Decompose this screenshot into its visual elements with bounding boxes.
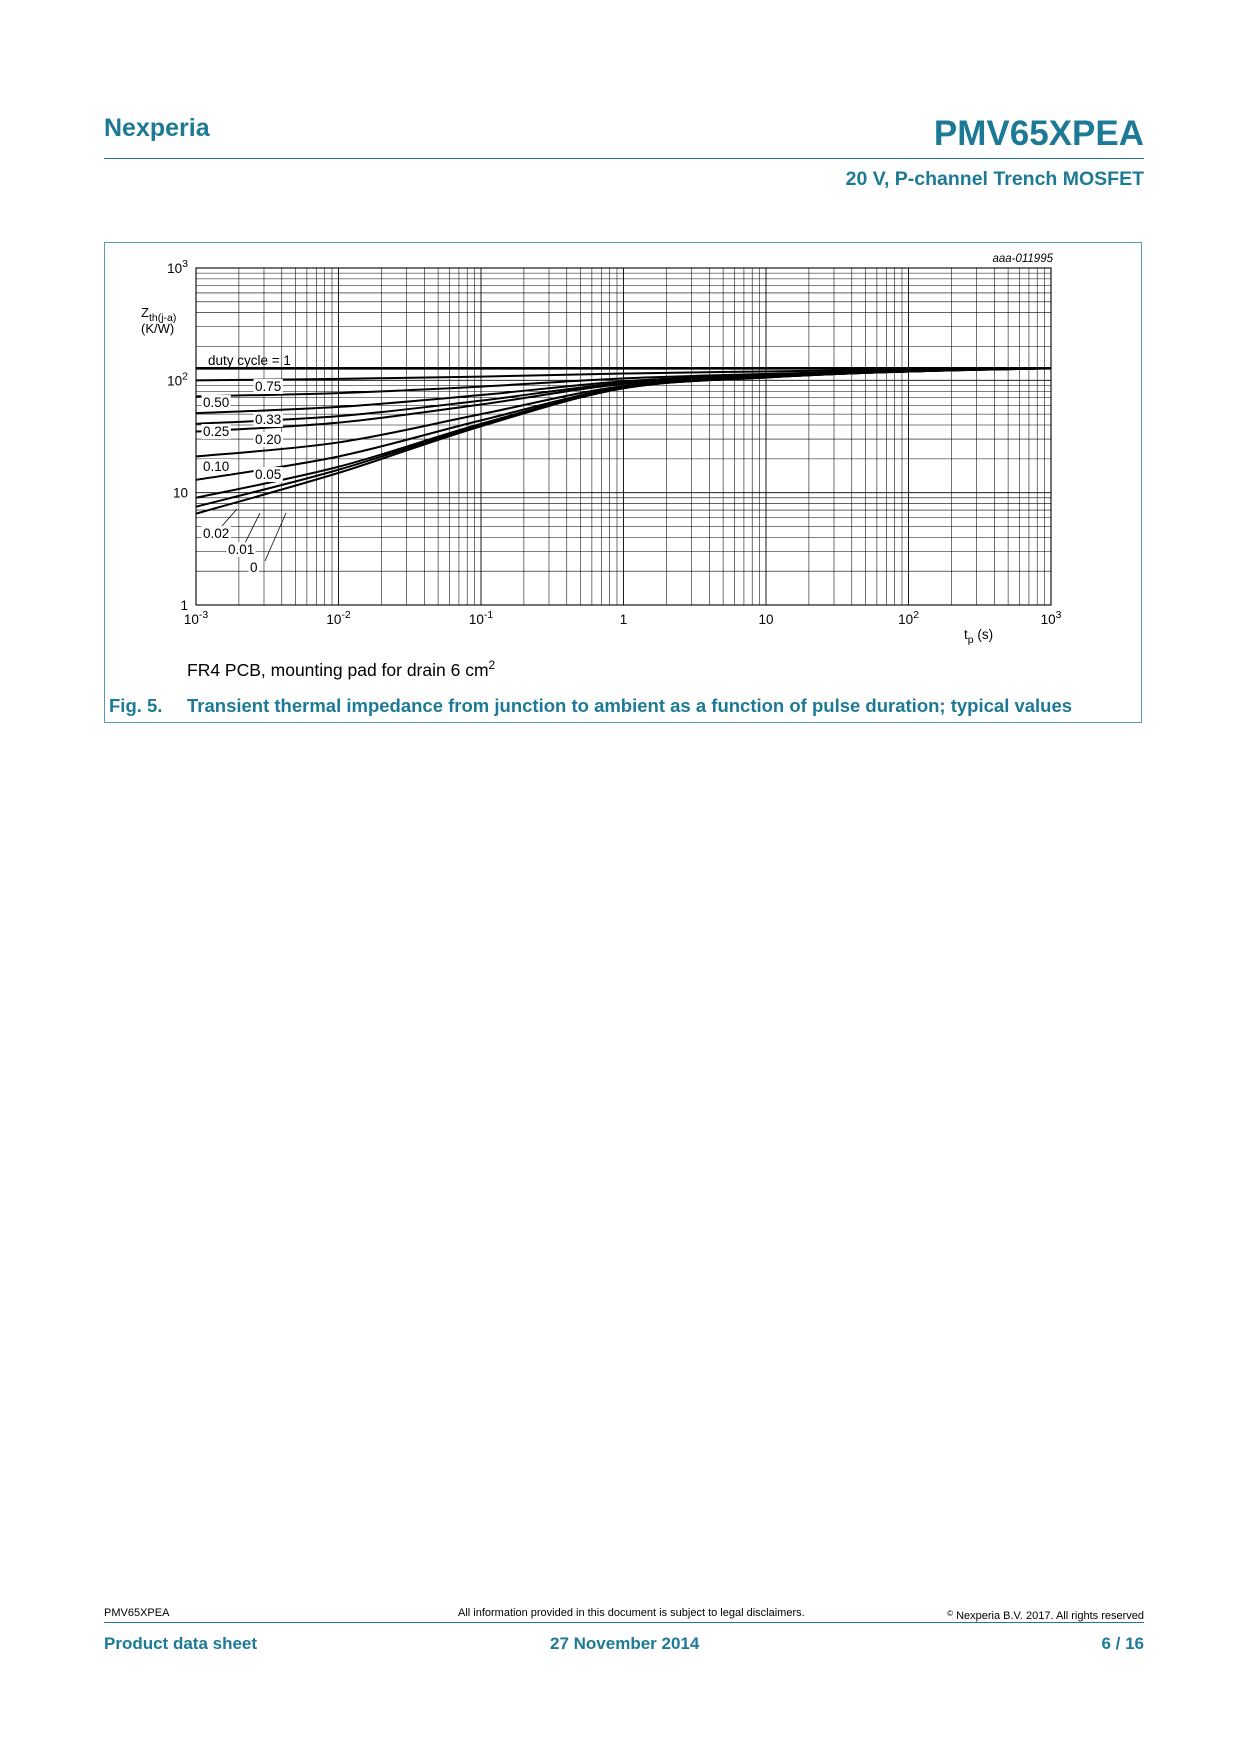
leader-line [265, 513, 286, 561]
y-axis-unit: (K/W) [141, 321, 175, 336]
brand-name: Nexperia [104, 114, 210, 142]
series-label-0-20: 0.20 [255, 432, 282, 447]
x-tick-label [898, 609, 919, 627]
x-tick-base: 10 [468, 612, 484, 627]
x-tick-exp: -3 [198, 609, 209, 621]
figure-frame [104, 242, 1142, 723]
series-label-0-01: 0.01 [228, 542, 255, 557]
figure-caption: Transient thermal impedance from junction to ambient as a function of pulse duration; typical values [187, 695, 1073, 716]
y-axis-label-base: Z [141, 305, 149, 320]
series-labels [202, 353, 291, 575]
series-label-0-05: 0.05 [255, 467, 282, 482]
series-label-0-10: 0.10 [203, 459, 230, 474]
y-tick-base: 10 [167, 373, 183, 389]
x-tick-label [758, 612, 773, 627]
footer-date: 27 November 2014 [550, 1634, 700, 1653]
part-number: PMV65XPEA [933, 114, 1144, 153]
x-axis-label [964, 627, 993, 646]
x-tick-base: 10 [183, 612, 199, 627]
x-tick-exp: 3 [1055, 609, 1062, 621]
copyright-symbol: © [947, 1609, 954, 1618]
series-label-duty-cycle-1: duty cycle = 1 [208, 353, 291, 368]
figure-ref-code: aaa-011995 [992, 253, 1053, 265]
series-label-0: 0 [250, 560, 258, 575]
y-tick-exp: 2 [182, 370, 188, 383]
series-label-0-33: 0.33 [255, 412, 282, 427]
x-axis-label-unit: (s) [973, 627, 994, 642]
x-tick-exp: -2 [341, 609, 351, 621]
header-rule [104, 158, 1144, 159]
y-tick-exp: 3 [182, 258, 188, 270]
series-label-0-50: 0.50 [203, 395, 230, 410]
x-tick-label [1041, 609, 1062, 627]
footer-doc-type: Product data sheet [104, 1634, 258, 1653]
pcb-condition-sup: 2 [488, 658, 496, 672]
x-tick-base: 10 [898, 612, 914, 627]
y-tick-label [180, 598, 188, 613]
x-tick-label [620, 612, 628, 627]
footer-part-number: PMV65XPEA [104, 1607, 170, 1619]
x-tick-label [469, 609, 494, 627]
x-tick-exp: 2 [913, 609, 919, 621]
x-tick-exp: -1 [483, 609, 494, 621]
y-tick-base: 1 [180, 598, 188, 613]
y-tick-base: 10 [167, 261, 183, 276]
product-subtitle: 20 V, P-channel Trench MOSFET [845, 168, 1144, 190]
figure-number: Fig. 5. [109, 695, 163, 716]
x-axis-label-base: t [964, 627, 968, 642]
footer-copyright [947, 1609, 1144, 1622]
series-label-0-02: 0.02 [203, 526, 230, 541]
x-tick-base: 1 [619, 612, 628, 627]
x-axis-label-sub: p [967, 634, 974, 646]
grid [196, 268, 1051, 605]
pcb-condition [187, 658, 496, 680]
thermal-impedance-chart [105, 243, 1141, 683]
y-tick-label [167, 370, 188, 388]
y-tick-label [167, 258, 188, 276]
y-tick-label [173, 486, 188, 501]
copyright-text: Nexperia B.V. 2017. All rights reserved [956, 1610, 1144, 1622]
series-label-0-25: 0.25 [203, 424, 230, 439]
series-label-0-75: 0.75 [255, 379, 282, 394]
footer-disclaimer: All information provided in this document is subject to legal disclaimers. [458, 1607, 805, 1619]
x-tick-base: 10 [326, 612, 342, 627]
pcb-condition-main: FR4 PCB, mounting pad for drain 6 cm [187, 660, 489, 680]
x-tick-label [326, 609, 351, 627]
tick-labels [167, 258, 1061, 627]
x-tick-base: 10 [1040, 612, 1056, 627]
x-tick-base: 10 [758, 612, 774, 627]
footer-page: 6 / 16 [1101, 1634, 1144, 1653]
y-axis-label-sub: th(j-a) [148, 312, 177, 324]
footer-rule [104, 1622, 1144, 1623]
y-tick-base: 10 [172, 485, 188, 501]
